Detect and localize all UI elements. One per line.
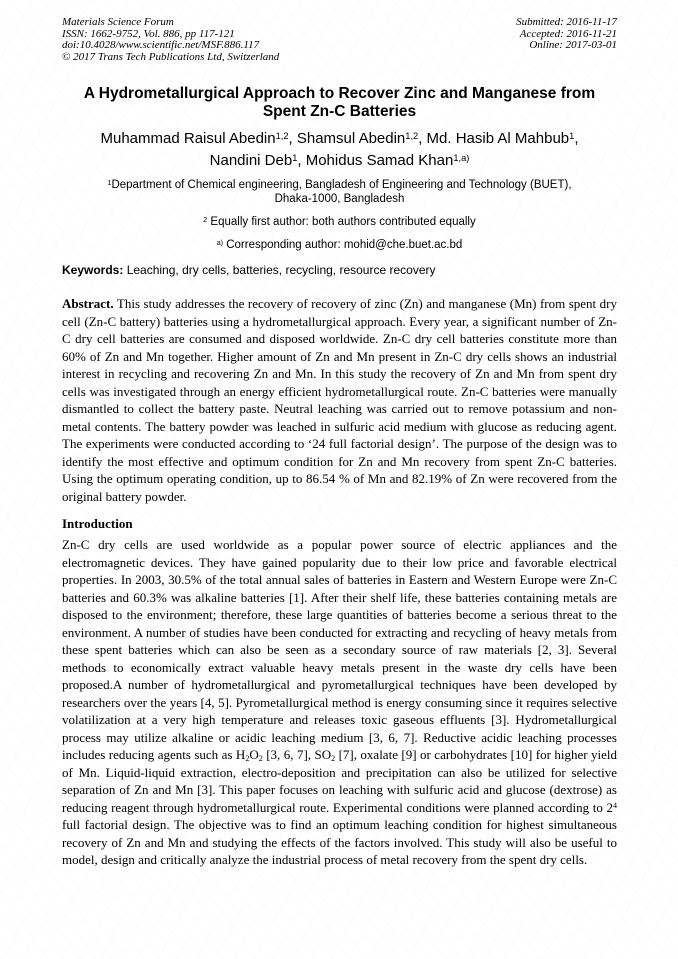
journal-header [62, 17, 617, 63]
introduction-heading: Introduction [62, 516, 133, 531]
paper-title-line-2: Spent Zn-C Batteries [262, 103, 417, 120]
accepted-date: Accepted: 2016-11-21 [519, 27, 617, 40]
footnote-corresponding-author: $^{a)}$ Corresponding author: mohid@che.buet.ac.bd [216, 238, 463, 251]
paper-title-line-1: A Hydrometallurgical Approach to Recover Zinc and Manganese from [83, 85, 596, 102]
introduction-paragraph: Zn-C dry cells are used worldwide as a popular power source of electric appliances and the electromagnetic devices. They have gained popularity due to their low price and favorable electrical properties. In 2003, 30.5% of the total annual sales of batteries in Eastern and Western Europe were Zn-C batteries and 60.3% was alkaline batteries [1]. After their shelf life, these batteries containing metals are disposed to the environment; therefore, these large quantities of batteries become a serious threat to the environment. A number of studies have been conducted for extracting and recycling of heavy metals from these spent batteries which can also be seen as a secondary source of raw materials [2, 3]. Several methods to economically extract valuable heavy metals present in the waste dry cells have been proposed.A number of hydrometallurgical and pyrometallurgical techniques have been developed by researchers over the years [4, 5]. Pyrometallurgical method is energy consuming since it requires selective volatilization at a very high temperature and releases toxic gaseous effluents [3]. Hydrometallurgical process may utilize alkaline or acidic leaching medium [3, 6, 7]. Reductive acidic leaching processes includes reducing agents such as $H_2O_2$ [3, 6, 7], $SO_2$ [7], oxalate [9] or carbohydrates [10] for higher yield of Mn. Liquid-liquid extraction, electro-deposition and precipitation can also be utilized for selective separation of Zn and Mn [3]. This paper focuses on leaching with sulfuric acid and glucose (dextrose) as reducing reagent through hydrometallurgical route. Experimental conditions were planned according to $2^4$ full factorial design. The objective was to find an optimum leaching condition for highest simultaneous recovery of Zn and Mn and studying the effects of the factors involved. This study will also be useful to model, design and critically analyze the industrial process of metal recovery from the spent dry cells. [62, 537, 618, 867]
footnote-equal-contribution: $^2$ Equally first author: both authors contributed equally [203, 215, 476, 228]
submitted-date: Submitted: 2016-11-17 [516, 16, 617, 28]
affiliation: $^1$Department of Chemical engineering, Bangladesh of Engineering and Technology (BUET), Dhaka-1000, Bangladesh [107, 178, 572, 205]
journal-copyright: © 2017 Trans Tech Publications Ltd, Switzerland [62, 50, 280, 63]
author-list: Muhammad Raisul Abedin$^{1,2}$, Shamsul Abedin$^{1,2}$, Md. Hasib Al Mahbub$^1$, Nandini Deb$^1$, Mohidus Samad Khan$^{1,a)}$ [100, 130, 579, 169]
abstract-paragraph: Abstract. This study addresses the recovery of recovery of zinc (Zn) and manganese (Mn) from spent dry cell (Zn-C battery) batteries using a hydrometallurgical approach. Every year, a significant number of Zn-C dry cell batteries are consumed and disposed worldwide. Zn-C dry cell batteries constitute more than 60% of Zn and Mn together. Higher amount of Zn and Mn present in Zn-C dry cells shows an industrial interest in recycling and recovering Zn and Mn. In this study the recovery of Zn and Mn from spent dry cells was investigated through an energy efficient hydrometallurgical route. Zn-C batteries were manually dismantled to collect the battery paste. Neutral leaching was carried out to remove potassium and non-metal contents. The battery powder was leached in sulfuric acid medium with glucose as reducing agent. The experiments were conducted according to ‘24 full factorial design’. The purpose of the design was to identify the most effective and optimum condition for Zn and Mn recovery from spent Zn-C batteries. Using the optimum operating condition, up to 86.54 % of Mn and 82.19% of Zn were recovered from the original battery powder. [62, 296, 617, 504]
journal-issn-volume: ISSN: 1662-9752, Vol. 886, pp 117-121 [62, 27, 235, 40]
journal-doi: doi:10.4028/www.scientific.net/MSF.886.117 [62, 39, 260, 51]
submission-dates [516, 17, 617, 63]
paper-title [62, 85, 617, 121]
journal-name: Materials Science Forum [62, 16, 174, 28]
journal-info [62, 17, 279, 63]
online-date: Online: 2017-03-01 [529, 39, 617, 51]
keywords-line: Keywords: Leaching, dry cells, batteries, recycling, resource recovery [62, 263, 436, 277]
